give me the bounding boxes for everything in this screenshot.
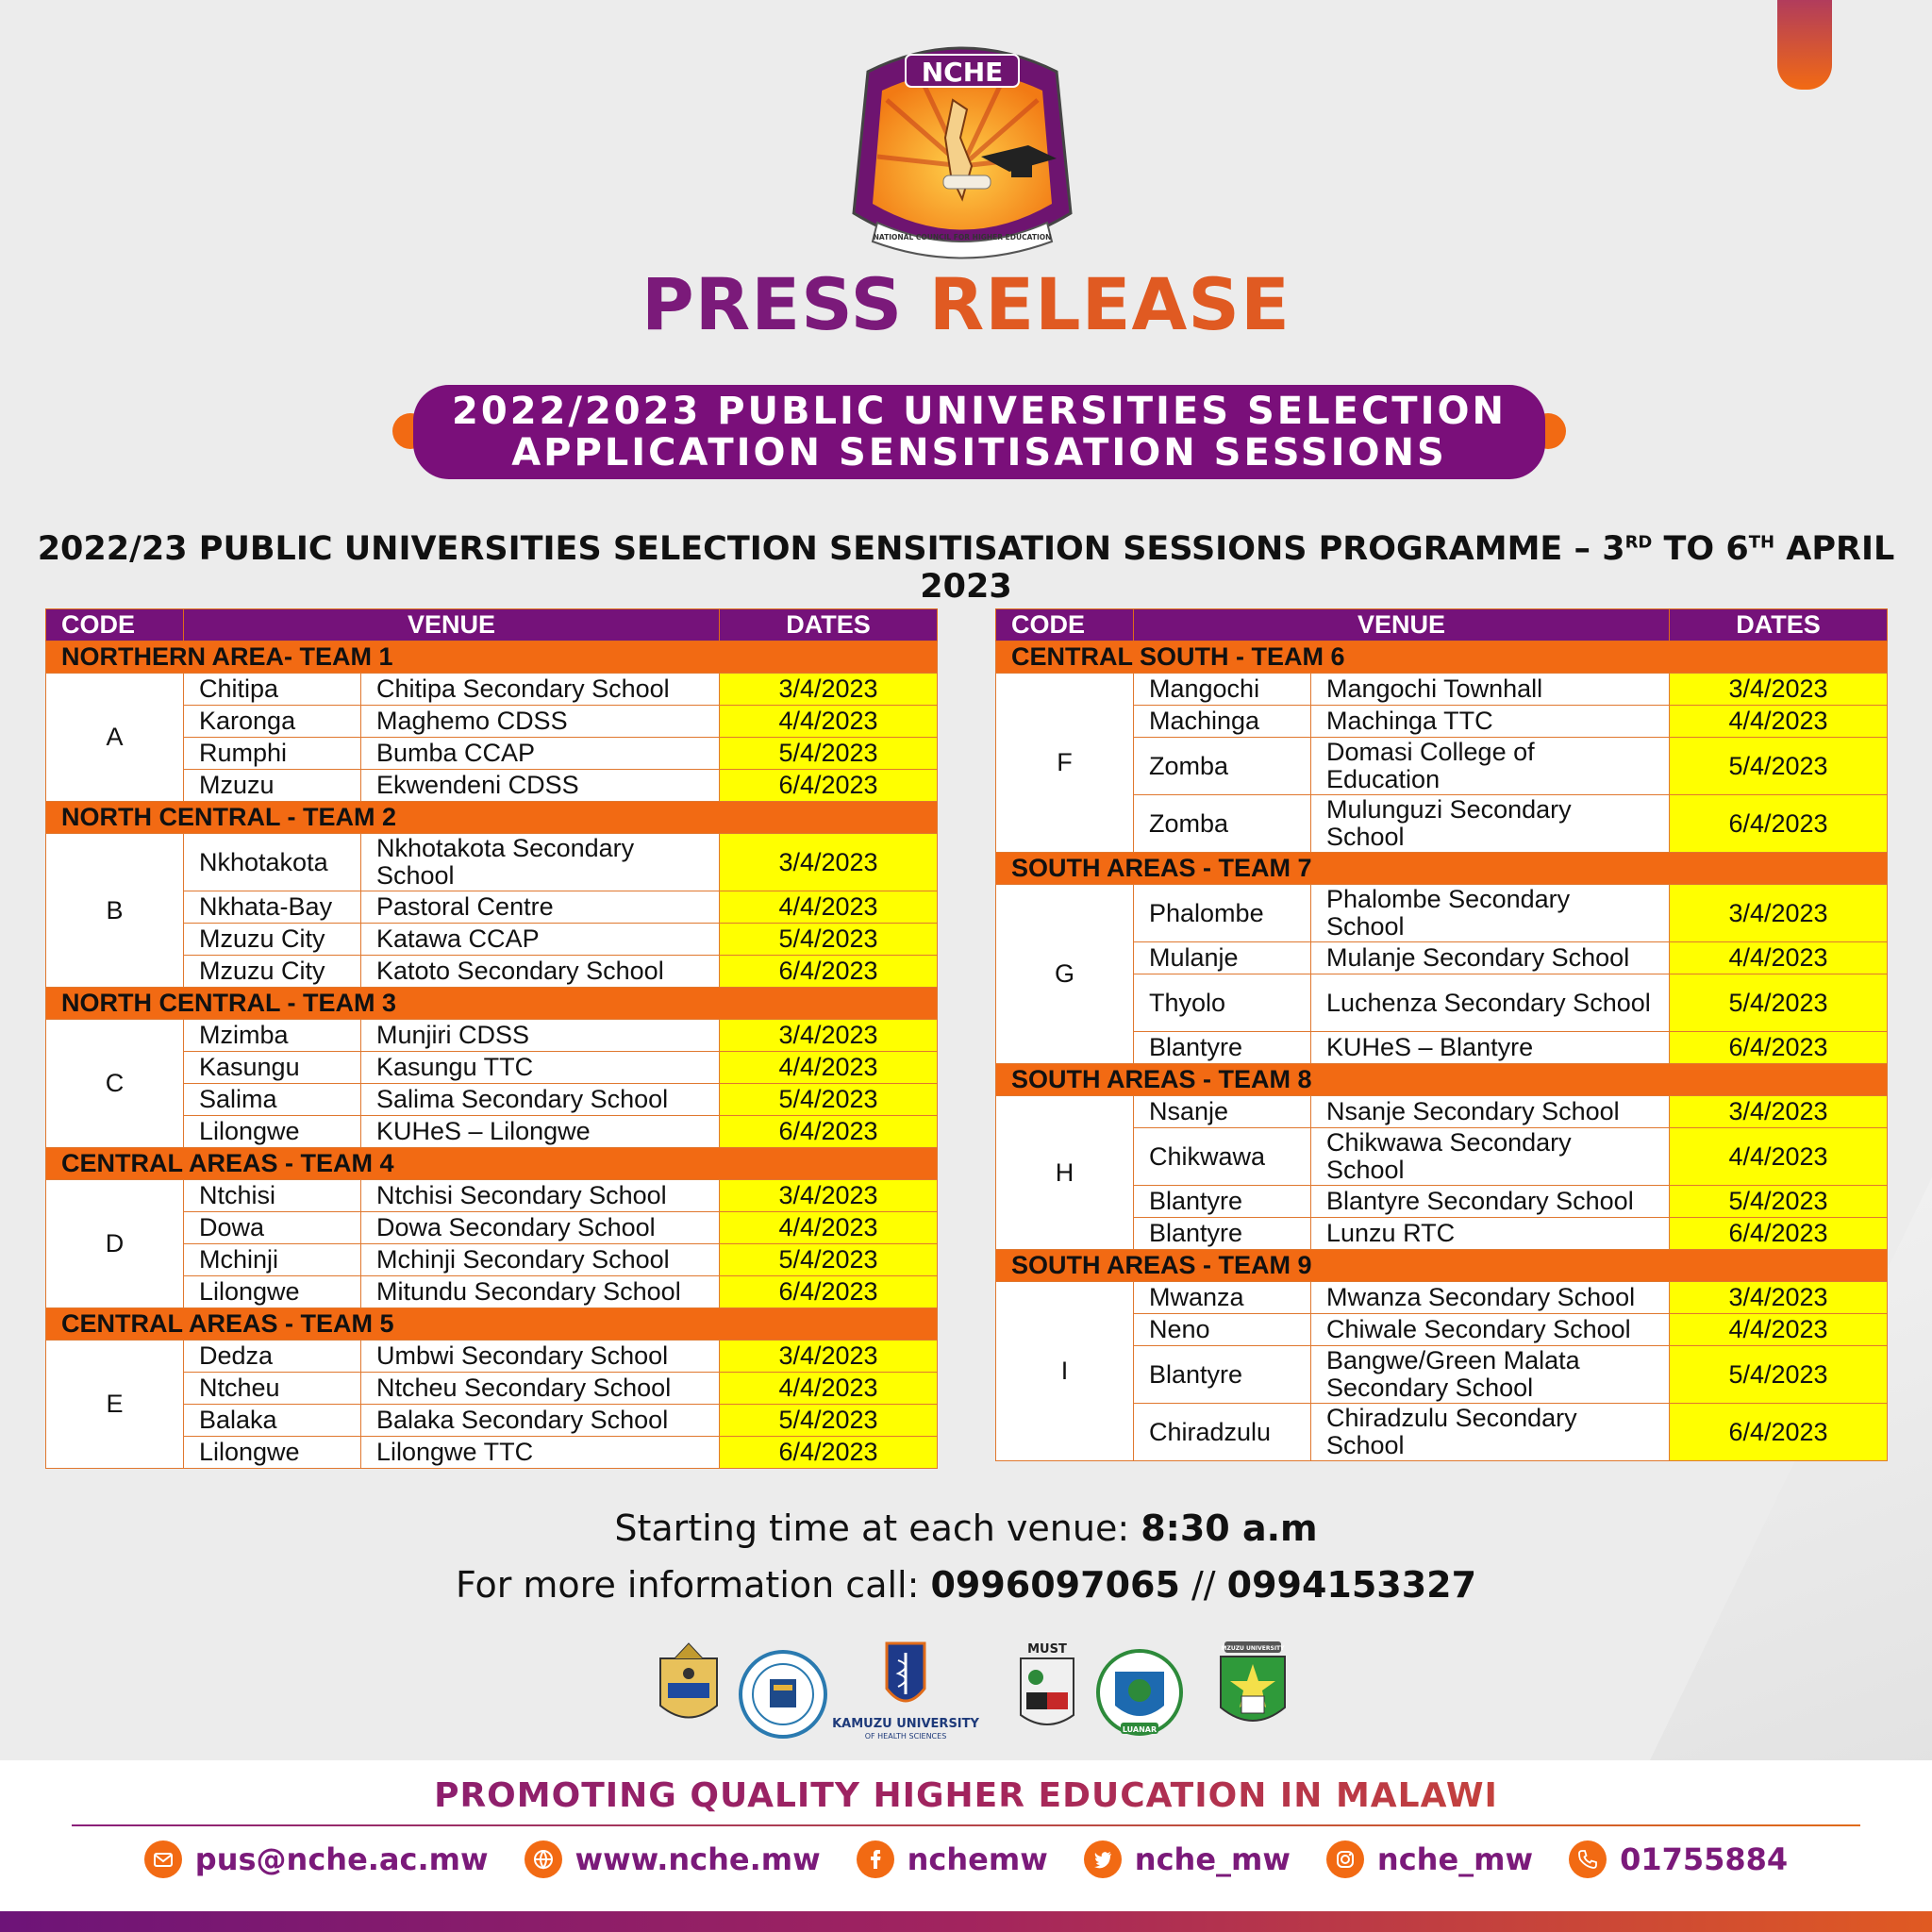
website-text[interactable]: www.nche.mw bbox=[575, 1841, 821, 1877]
venue-cell: Chiwale Secondary School bbox=[1311, 1314, 1670, 1346]
date-cell: 5/4/2023 bbox=[720, 1244, 938, 1276]
banner-line-2: APPLICATION SENSITISATION SESSIONS bbox=[511, 431, 1447, 475]
instagram-icon bbox=[1326, 1840, 1364, 1878]
district-cell: Machinga bbox=[1134, 706, 1311, 738]
table-row bbox=[46, 1341, 938, 1373]
district-cell: Blantyre bbox=[1134, 1346, 1311, 1404]
kuhes-logo bbox=[840, 1641, 972, 1715]
phone-separator: // bbox=[1179, 1564, 1227, 1606]
date-cell: 3/4/2023 bbox=[720, 674, 938, 706]
crest-subtext: NATIONAL COUNCIL FOR HIGHER EDUCATION bbox=[873, 233, 1052, 242]
team-header-row bbox=[996, 853, 1888, 885]
team-header-row bbox=[46, 641, 938, 674]
date-cell: 6/4/2023 bbox=[720, 1276, 938, 1308]
venue-cell: Katoto Secondary School bbox=[361, 956, 720, 988]
team-name: CENTRAL SOUTH - TEAM 6 bbox=[996, 641, 1888, 674]
team-code: E bbox=[46, 1341, 184, 1469]
district-cell: Chiradzulu bbox=[1134, 1404, 1311, 1461]
district-cell: Lilongwe bbox=[184, 1116, 361, 1148]
mzuni-logo bbox=[1208, 1640, 1298, 1741]
phone-number-2[interactable]: 0994153327 bbox=[1226, 1564, 1477, 1606]
phone-icon bbox=[1569, 1840, 1607, 1878]
district-cell: Balaka bbox=[184, 1405, 361, 1437]
venue-cell: Blantyre Secondary School bbox=[1311, 1186, 1670, 1218]
must-logo bbox=[1009, 1640, 1085, 1741]
table-row bbox=[996, 885, 1888, 942]
district-cell: Dedza bbox=[184, 1341, 361, 1373]
date-cell: 3/4/2023 bbox=[720, 1341, 938, 1373]
venue-cell: Chikwawa Secondary School bbox=[1311, 1128, 1670, 1186]
date-cell: 6/4/2023 bbox=[720, 1116, 938, 1148]
team-header-row bbox=[996, 1064, 1888, 1096]
district-cell: Nsanje bbox=[1134, 1096, 1311, 1128]
table-row bbox=[46, 1180, 938, 1212]
column-header-code: CODE bbox=[46, 609, 184, 641]
team-header-row bbox=[46, 1308, 938, 1341]
team-name: SOUTH AREAS - TEAM 9 bbox=[996, 1250, 1888, 1282]
team-name: SOUTH AREAS - TEAM 7 bbox=[996, 853, 1888, 885]
district-cell: Phalombe bbox=[1134, 885, 1311, 942]
title-word-press: PRESS bbox=[641, 262, 904, 346]
team-code: I bbox=[996, 1282, 1134, 1461]
contact-twitter[interactable] bbox=[1084, 1840, 1291, 1878]
venue-cell: Ntcheu Secondary School bbox=[361, 1373, 720, 1405]
phone-number-1[interactable]: 0996097065 bbox=[930, 1564, 1180, 1606]
start-time-value: 8:30 a.m bbox=[1141, 1507, 1318, 1549]
district-cell: Salima bbox=[184, 1084, 361, 1116]
venue-cell: Nsanje Secondary School bbox=[1311, 1096, 1670, 1128]
date-cell: 4/4/2023 bbox=[720, 891, 938, 924]
luanar-logo bbox=[1094, 1643, 1185, 1741]
district-cell: Nkhata-Bay bbox=[184, 891, 361, 924]
district-cell: Mwanza bbox=[1134, 1282, 1311, 1314]
team-code: H bbox=[996, 1096, 1134, 1250]
facebook-icon bbox=[857, 1840, 894, 1878]
contact-phone-line bbox=[0, 1564, 1932, 1606]
crest-text: NCHE bbox=[921, 57, 1004, 88]
bottom-gradient-bar bbox=[0, 1911, 1932, 1932]
district-cell: Nkhotakota bbox=[184, 834, 361, 891]
mzuni-text: MZUZU UNIVERSITY bbox=[1221, 1645, 1285, 1652]
column-header-venue: VENUE bbox=[1134, 609, 1670, 641]
date-cell: 4/4/2023 bbox=[1670, 1128, 1888, 1186]
team-code: D bbox=[46, 1180, 184, 1308]
date-cell: 3/4/2023 bbox=[720, 834, 938, 891]
venue-cell: Dowa Secondary School bbox=[361, 1212, 720, 1244]
date-cell: 4/4/2023 bbox=[1670, 1314, 1888, 1346]
date-cell: 4/4/2023 bbox=[720, 1052, 938, 1084]
subtitle-sup-th: TH bbox=[1748, 532, 1775, 553]
district-cell: Mzuzu City bbox=[184, 924, 361, 956]
date-cell: 4/4/2023 bbox=[720, 706, 938, 738]
date-cell: 6/4/2023 bbox=[1670, 795, 1888, 853]
district-cell: Blantyre bbox=[1134, 1032, 1311, 1064]
globe-icon bbox=[525, 1840, 562, 1878]
team-header-row bbox=[996, 1250, 1888, 1282]
footer-slogan: PROMOTING QUALITY HIGHER EDUCATION IN MALAWI bbox=[0, 1776, 1932, 1815]
title-word-release: RELEASE bbox=[928, 262, 1291, 346]
table-row bbox=[996, 674, 1888, 706]
date-cell: 6/4/2023 bbox=[720, 956, 938, 988]
team-header-row bbox=[46, 988, 938, 1020]
team-name: NORTH CENTRAL - TEAM 3 bbox=[46, 988, 938, 1020]
venue-cell: Mulunguzi Secondary School bbox=[1311, 795, 1670, 853]
district-cell: Thyolo bbox=[1134, 974, 1311, 1032]
district-cell: Mzuzu City bbox=[184, 956, 361, 988]
district-cell: Lilongwe bbox=[184, 1276, 361, 1308]
district-cell: Mchinji bbox=[184, 1244, 361, 1276]
team-header-row bbox=[996, 641, 1888, 674]
team-code: A bbox=[46, 674, 184, 802]
subtitle-part-b: TO 6 bbox=[1652, 530, 1749, 568]
table-row bbox=[996, 1096, 1888, 1128]
team-name: SOUTH AREAS - TEAM 8 bbox=[996, 1064, 1888, 1096]
team-code: B bbox=[46, 834, 184, 988]
venue-cell: Salima Secondary School bbox=[361, 1084, 720, 1116]
venue-cell: Pastoral Centre bbox=[361, 891, 720, 924]
venue-cell: Chiradzulu Secondary School bbox=[1311, 1404, 1670, 1461]
date-cell: 3/4/2023 bbox=[720, 1020, 938, 1052]
twitter-icon bbox=[1084, 1840, 1122, 1878]
venue-cell: Ekwendeni CDSS bbox=[361, 770, 720, 802]
mubas-logo bbox=[736, 1647, 830, 1741]
date-cell: 4/4/2023 bbox=[720, 1373, 938, 1405]
district-cell: Ntcheu bbox=[184, 1373, 361, 1405]
date-cell: 5/4/2023 bbox=[1670, 1186, 1888, 1218]
district-cell: Zomba bbox=[1134, 795, 1311, 853]
contact-email[interactable] bbox=[144, 1840, 489, 1878]
nche-crest-logo bbox=[840, 34, 1085, 268]
district-cell: Blantyre bbox=[1134, 1186, 1311, 1218]
team-code: C bbox=[46, 1020, 184, 1148]
date-cell: 3/4/2023 bbox=[1670, 1096, 1888, 1128]
date-cell: 3/4/2023 bbox=[1670, 1282, 1888, 1314]
venue-cell: Kasungu TTC bbox=[361, 1052, 720, 1084]
venue-cell: Maghemo CDSS bbox=[361, 706, 720, 738]
subtitle-sup-rd: RD bbox=[1624, 532, 1653, 553]
district-cell: Mzuzu bbox=[184, 770, 361, 802]
column-header-code: CODE bbox=[996, 609, 1134, 641]
team-code: G bbox=[996, 885, 1134, 1064]
venue-cell: Mitundu Secondary School bbox=[361, 1276, 720, 1308]
venue-cell: Mangochi Townhall bbox=[1311, 674, 1670, 706]
date-cell: 3/4/2023 bbox=[1670, 885, 1888, 942]
table-row bbox=[46, 834, 938, 891]
district-cell: Mzimba bbox=[184, 1020, 361, 1052]
venue-cell: KUHeS – Blantyre bbox=[1311, 1032, 1670, 1064]
date-cell: 5/4/2023 bbox=[1670, 738, 1888, 795]
unima-logo bbox=[651, 1640, 726, 1741]
venue-cell: Umbwi Secondary School bbox=[361, 1341, 720, 1373]
luanar-text: LUANAR bbox=[1122, 1725, 1158, 1734]
venue-cell: Mwanza Secondary School bbox=[1311, 1282, 1670, 1314]
district-cell: Mulanje bbox=[1134, 942, 1311, 974]
team-name: NORTHERN AREA- TEAM 1 bbox=[46, 641, 938, 674]
start-time-label: Starting time at each venue: bbox=[614, 1507, 1141, 1549]
district-cell: Ntchisi bbox=[184, 1180, 361, 1212]
district-cell: Neno bbox=[1134, 1314, 1311, 1346]
subtitle-part-a: 2022/23 PUBLIC UNIVERSITIES SELECTION SENSITISATION SESSIONS PROGRAMME – 3 bbox=[37, 530, 1625, 568]
district-cell: Rumphi bbox=[184, 738, 361, 770]
contact-website[interactable] bbox=[525, 1840, 821, 1878]
venue-cell: KUHeS – Lilongwe bbox=[361, 1116, 720, 1148]
district-cell: Dowa bbox=[184, 1212, 361, 1244]
venue-cell: Mchinji Secondary School bbox=[361, 1244, 720, 1276]
venue-cell: Domasi College of Education bbox=[1311, 738, 1670, 795]
schedule-table-left bbox=[45, 608, 938, 1469]
heading-banner bbox=[413, 385, 1545, 479]
kuhes-label-1: KAMUZU UNIVERSITY bbox=[832, 1717, 979, 1731]
table-row bbox=[996, 1282, 1888, 1314]
date-cell: 5/4/2023 bbox=[720, 924, 938, 956]
phone-text[interactable]: 01755884 bbox=[1620, 1841, 1789, 1877]
date-cell: 4/4/2023 bbox=[720, 1212, 938, 1244]
team-name: NORTH CENTRAL - TEAM 2 bbox=[46, 802, 938, 834]
column-header-dates: DATES bbox=[720, 609, 938, 641]
district-cell: Lilongwe bbox=[184, 1437, 361, 1469]
venue-cell: Luchenza Secondary School bbox=[1311, 974, 1670, 1032]
programme-subtitle bbox=[0, 530, 1932, 606]
venue-cell: Bangwe/Green Malata Secondary School bbox=[1311, 1346, 1670, 1404]
team-code: F bbox=[996, 674, 1134, 853]
date-cell: 3/4/2023 bbox=[1670, 674, 1888, 706]
venue-cell: Munjiri CDSS bbox=[361, 1020, 720, 1052]
date-cell: 6/4/2023 bbox=[1670, 1218, 1888, 1250]
call-label: For more information call: bbox=[455, 1564, 931, 1606]
date-cell: 4/4/2023 bbox=[1670, 706, 1888, 738]
date-cell: 5/4/2023 bbox=[1670, 974, 1888, 1032]
team-header-row bbox=[46, 802, 938, 834]
table-row bbox=[46, 674, 938, 706]
page-title bbox=[0, 262, 1932, 346]
email-text[interactable]: pus@nche.ac.mw bbox=[194, 1841, 489, 1877]
district-cell: Zomba bbox=[1134, 738, 1311, 795]
university-logos bbox=[641, 1640, 1302, 1743]
venue-cell: Phalombe Secondary School bbox=[1311, 885, 1670, 942]
venue-cell: Mulanje Secondary School bbox=[1311, 942, 1670, 974]
date-cell: 6/4/2023 bbox=[720, 1437, 938, 1469]
facebook-text[interactable]: nchemw bbox=[907, 1841, 1048, 1877]
email-icon bbox=[144, 1840, 182, 1878]
venue-cell: Bumba CCAP bbox=[361, 738, 720, 770]
contact-phone[interactable] bbox=[1569, 1840, 1788, 1878]
district-cell: Mangochi bbox=[1134, 674, 1311, 706]
district-cell: Kasungu bbox=[184, 1052, 361, 1084]
team-name: CENTRAL AREAS - TEAM 4 bbox=[46, 1148, 938, 1180]
venue-cell: Lilongwe TTC bbox=[361, 1437, 720, 1469]
venue-cell: Ntchisi Secondary School bbox=[361, 1180, 720, 1212]
starting-time-line bbox=[0, 1507, 1932, 1549]
instagram-text[interactable]: nche_mw bbox=[1376, 1841, 1534, 1877]
date-cell: 3/4/2023 bbox=[720, 1180, 938, 1212]
contact-instagram[interactable] bbox=[1326, 1840, 1533, 1878]
venue-cell: Katawa CCAP bbox=[361, 924, 720, 956]
contact-bar bbox=[0, 1840, 1932, 1879]
venue-cell: Nkhotakota Secondary School bbox=[361, 834, 720, 891]
district-cell: Blantyre bbox=[1134, 1218, 1311, 1250]
venue-cell: Balaka Secondary School bbox=[361, 1405, 720, 1437]
column-header-dates: DATES bbox=[1670, 609, 1888, 641]
subtitle-part-c: APRIL 2023 bbox=[920, 530, 1895, 606]
date-cell: 6/4/2023 bbox=[1670, 1032, 1888, 1064]
corner-tab-decoration bbox=[1777, 0, 1832, 90]
schedule-table-right bbox=[995, 608, 1888, 1461]
district-cell: Karonga bbox=[184, 706, 361, 738]
date-cell: 5/4/2023 bbox=[720, 1405, 938, 1437]
date-cell: 5/4/2023 bbox=[1670, 1346, 1888, 1404]
date-cell: 4/4/2023 bbox=[1670, 942, 1888, 974]
contact-facebook[interactable] bbox=[857, 1840, 1048, 1878]
date-cell: 6/4/2023 bbox=[720, 770, 938, 802]
twitter-text[interactable]: nche_mw bbox=[1134, 1841, 1291, 1877]
venue-cell: Lunzu RTC bbox=[1311, 1218, 1670, 1250]
team-name: CENTRAL AREAS - TEAM 5 bbox=[46, 1308, 938, 1341]
must-text: MUST bbox=[1027, 1642, 1067, 1657]
team-header-row bbox=[46, 1148, 938, 1180]
column-header-venue: VENUE bbox=[184, 609, 720, 641]
banner-line-1: 2022/2023 PUBLIC UNIVERSITIES SELECTION bbox=[452, 390, 1507, 433]
table-row bbox=[46, 1020, 938, 1052]
footer-divider bbox=[72, 1824, 1860, 1826]
date-cell: 5/4/2023 bbox=[720, 738, 938, 770]
date-cell: 6/4/2023 bbox=[1670, 1404, 1888, 1461]
date-cell: 5/4/2023 bbox=[720, 1084, 938, 1116]
venue-cell: Machinga TTC bbox=[1311, 706, 1670, 738]
venue-cell: Chitipa Secondary School bbox=[361, 674, 720, 706]
district-cell: Chikwawa bbox=[1134, 1128, 1311, 1186]
kuhes-label-2: OF HEALTH SCIENCES bbox=[864, 1732, 947, 1740]
district-cell: Chitipa bbox=[184, 674, 361, 706]
